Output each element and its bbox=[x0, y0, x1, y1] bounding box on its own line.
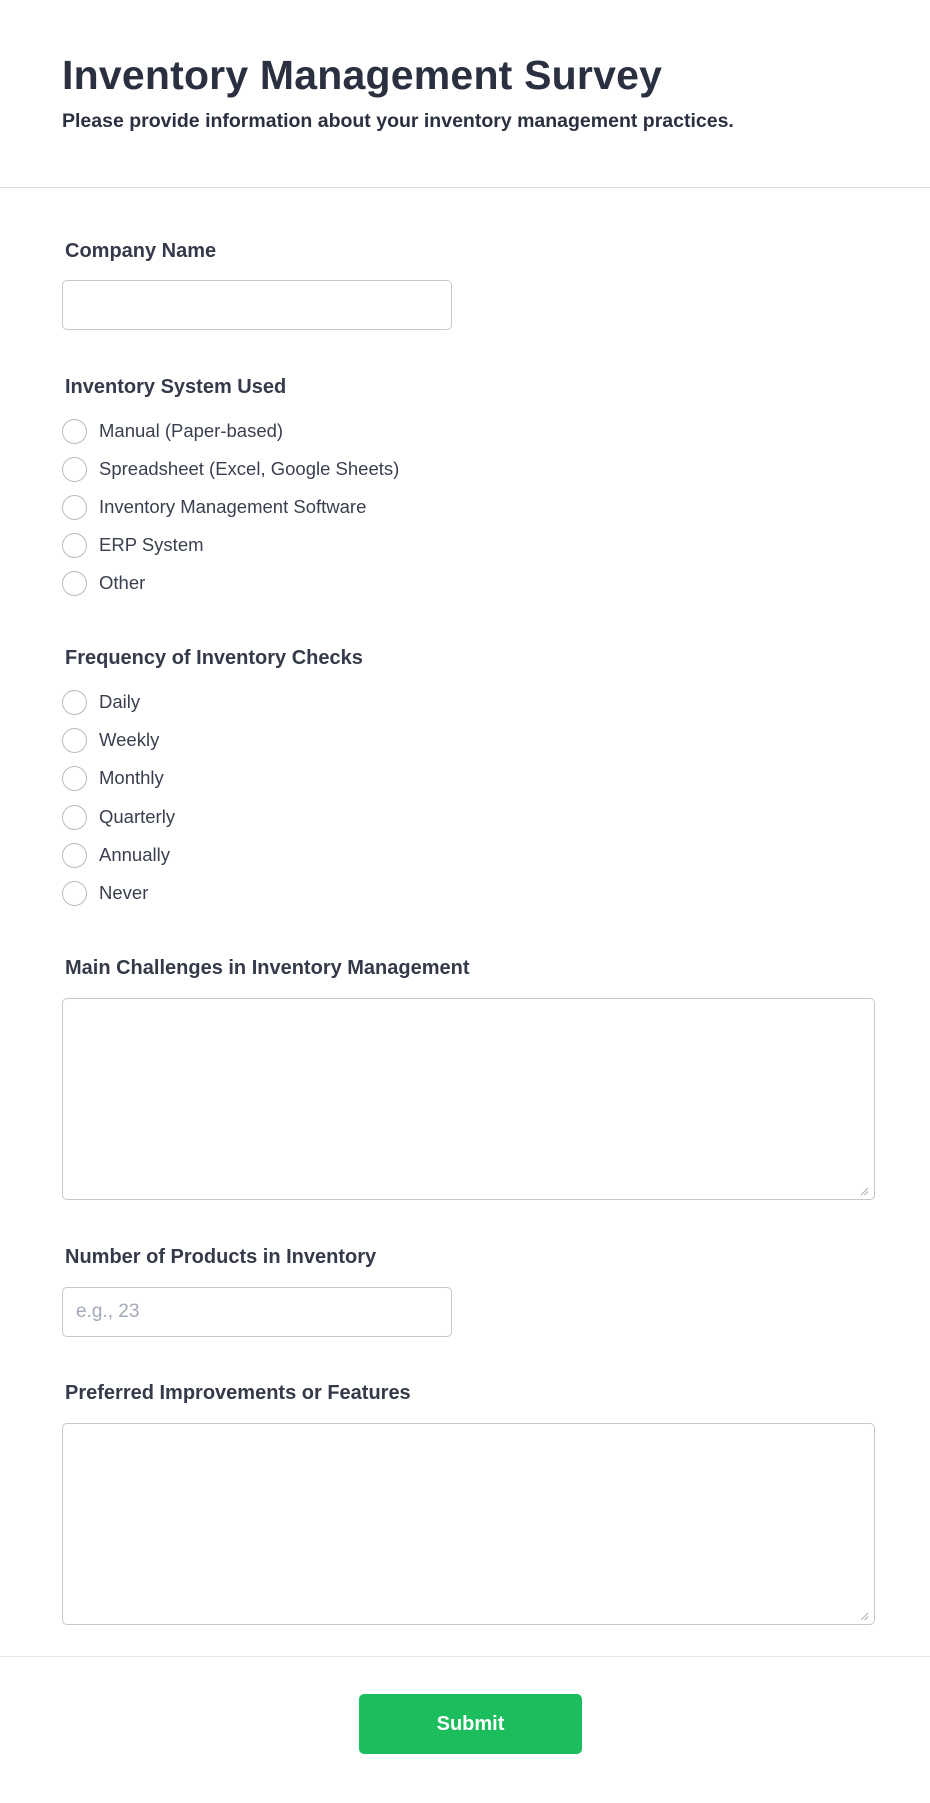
radio-unchecked-icon[interactable] bbox=[62, 457, 87, 482]
radio-unchecked-icon[interactable] bbox=[62, 495, 87, 520]
improvements-textarea[interactable] bbox=[62, 1423, 875, 1625]
page-title: Inventory Management Survey bbox=[62, 52, 663, 98]
radio-option-monthly[interactable] bbox=[62, 765, 164, 791]
radio-option-erp[interactable] bbox=[62, 532, 204, 558]
radio-option-weekly[interactable] bbox=[62, 727, 159, 753]
radio-label: Manual (Paper-based) bbox=[99, 420, 284, 441]
radio-label: ERP System bbox=[99, 534, 204, 555]
check-frequency-label: Frequency of Inventory Checks bbox=[65, 647, 363, 669]
radio-unchecked-icon[interactable] bbox=[62, 419, 87, 444]
improvements-label: Preferred Improvements or Features bbox=[65, 1382, 411, 1404]
resize-grip-icon[interactable] bbox=[859, 1611, 869, 1621]
submit-button[interactable]: Submit bbox=[359, 1694, 582, 1754]
resize-grip-icon[interactable] bbox=[859, 1186, 869, 1196]
radio-unchecked-icon[interactable] bbox=[62, 728, 87, 753]
radio-label: Inventory Management Software bbox=[99, 496, 367, 517]
radio-option-daily[interactable] bbox=[62, 689, 140, 715]
radio-unchecked-icon[interactable] bbox=[62, 690, 87, 715]
radio-label: Never bbox=[99, 882, 149, 903]
radio-unchecked-icon[interactable] bbox=[62, 766, 87, 791]
radio-label: Daily bbox=[99, 691, 141, 712]
radio-label: Monthly bbox=[99, 767, 164, 788]
inventory-system-label: Inventory System Used bbox=[65, 376, 287, 398]
radio-unchecked-icon[interactable] bbox=[62, 881, 87, 906]
radio-label: Spreadsheet (Excel, Google Sheets) bbox=[99, 458, 400, 479]
radio-unchecked-icon[interactable] bbox=[62, 571, 87, 596]
radio-unchecked-icon[interactable] bbox=[62, 533, 87, 558]
radio-label: Annually bbox=[99, 844, 170, 865]
radio-unchecked-icon[interactable] bbox=[62, 843, 87, 868]
product-count-input[interactable] bbox=[62, 1287, 452, 1337]
company-name-label: Company Name bbox=[65, 240, 217, 262]
radio-option-quarterly[interactable] bbox=[62, 804, 175, 830]
radio-option-manual[interactable] bbox=[62, 418, 283, 444]
challenges-label: Main Challenges in Inventory Management bbox=[65, 957, 470, 979]
product-count-label: Number of Products in Inventory bbox=[65, 1246, 377, 1268]
page-subtitle: Please provide information about your inventory management practices. bbox=[62, 110, 734, 132]
radio-option-spreadsheet[interactable] bbox=[62, 456, 399, 482]
radio-label: Weekly bbox=[99, 729, 160, 750]
radio-option-software[interactable] bbox=[62, 494, 366, 520]
radio-label: Quarterly bbox=[99, 806, 176, 827]
radio-unchecked-icon[interactable] bbox=[62, 805, 87, 830]
radio-option-other[interactable] bbox=[62, 570, 145, 596]
challenges-textarea[interactable] bbox=[62, 998, 875, 1200]
radio-option-never[interactable] bbox=[62, 880, 148, 906]
radio-option-annually[interactable] bbox=[62, 842, 170, 868]
company-name-input[interactable] bbox=[62, 280, 452, 330]
footer-divider bbox=[0, 1656, 930, 1657]
radio-label: Other bbox=[99, 572, 146, 593]
form-header bbox=[0, 0, 930, 188]
